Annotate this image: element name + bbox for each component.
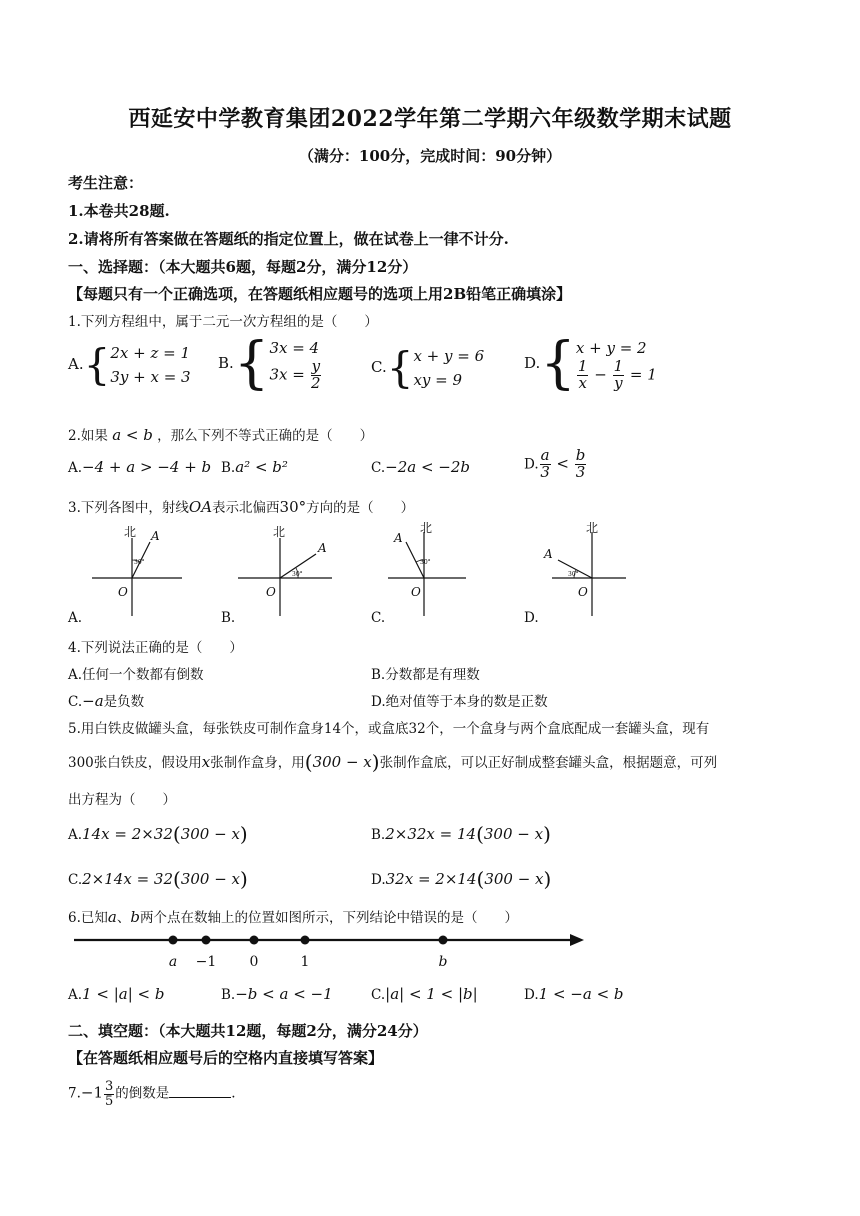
point-o-label: O (118, 585, 128, 599)
stem-text: 、 (116, 910, 131, 926)
q5-stem-line3: 出方程为（ ） (68, 792, 176, 808)
stem-text: 张制作盒底，可以正好制成整套罐头盒，根据题意，可列 (379, 755, 718, 771)
stem-text: 3.下列各图中，射线 (68, 500, 189, 516)
diagram-c (388, 521, 466, 616)
point-o-label: O (411, 585, 421, 599)
option-label: B. (218, 354, 234, 372)
option-math: 2×32x = 14 (385, 825, 477, 843)
stem-text: 的倒数是 (115, 1085, 170, 1102)
equation-line: xy = 9 (413, 371, 463, 389)
axis-label-a: a (168, 954, 178, 970)
q5-option-d: D.32x = 2×14(300 − x) (371, 867, 552, 891)
q6-option-b (221, 985, 333, 1003)
stem-math: b (130, 908, 140, 926)
option-label: A. (68, 460, 83, 476)
q2-option-b (221, 458, 288, 476)
stem-angle: 30° (279, 498, 307, 516)
option-label: B. (221, 460, 236, 476)
operator: < (556, 454, 569, 473)
q1-stem: 1.下列方程组中，属于二元一次方程组的是（ ） (68, 314, 378, 330)
q4-option-c (68, 690, 144, 710)
option-math: a² < b² (235, 458, 288, 476)
point-a (169, 936, 178, 945)
q4-option-b: B.分数都是有理数 (371, 667, 480, 683)
option-label: D. (524, 987, 539, 1003)
north-label: 北 (124, 525, 137, 539)
q3-label-c: C. (371, 610, 386, 626)
option-math: 1 < −a < b (538, 985, 624, 1003)
question-number: 7. (68, 1085, 81, 1102)
q5-option-c: C.2×14x = 32(300 − x) (68, 867, 248, 891)
q1-option-d: D.{ x + y = 2 $\frac{1}{x}$ − $\frac{1}{y}$ = 1 (524, 331, 657, 396)
q6-option-d (524, 985, 624, 1003)
option-math: 1 < |a| < b (82, 985, 165, 1003)
q3-stem (68, 496, 414, 516)
q2-option-c (371, 458, 470, 476)
option-math: −a (82, 692, 104, 710)
angle-label: 30° (420, 559, 431, 566)
fraction-denominator: 5 (105, 1093, 114, 1109)
section2-heading: 二、填空题：（本大题共12题，每题2分，满分24分） (68, 1022, 428, 1040)
stem-text: 方向的是（ ） (306, 500, 415, 516)
q6-option-a (68, 985, 164, 1003)
q3-label-a: A. (68, 610, 83, 626)
option-math: 14x = 2×32 (82, 825, 173, 843)
stem-math: a < b (112, 426, 153, 444)
point-zero (250, 936, 259, 945)
q3-label-b: B. (221, 610, 236, 626)
point-a-label: A (394, 531, 403, 545)
point-a-label: A (151, 529, 160, 543)
option-math: 32x = 2×14 (385, 870, 477, 888)
option-label: D. (524, 456, 539, 473)
stem-text: 两个点在数轴上的位置如图所示，下列结论中错误的是（ ） (139, 910, 518, 926)
section1-heading: 一、选择题：（本大题共6题，每题2分，满分12分） (68, 258, 418, 276)
axis-label-zero: 0 (249, 954, 259, 970)
stem-text: 表示北偏西 (212, 500, 280, 516)
stem-math: x (201, 753, 211, 771)
point-one (301, 936, 310, 945)
fraction-denominator: x (578, 373, 587, 392)
q1-option-b: B.{ 3x = 4 3x = $\frac{y}{2}$ (218, 331, 321, 396)
q5-stem-line1: 5.用白铁皮做罐头盒，每张铁皮可制作盒身14个，或盒底32个，一个盒身与两个盒底配成一套罐头盒，现有 (68, 721, 710, 737)
equation-line: 2x + z = 1 (110, 344, 191, 362)
q4-option-d: D.绝对值等于本身的数是正数 (371, 694, 548, 710)
stem-math: OA (188, 498, 213, 516)
q3-label-d: D. (524, 610, 539, 626)
point-minus-one (202, 936, 211, 945)
q4-stem: 4.下列说法正确的是（ ） (68, 640, 243, 656)
option-math: 300 − x (483, 825, 544, 843)
option-math: −b < a < −1 (235, 985, 333, 1003)
section1-instruction: 【每题只有一个正确选项，在答题纸相应题号的选项上用2B铅笔正确填涂】 (68, 285, 572, 303)
option-math: −4 + a > −4 + b (82, 458, 212, 476)
exam-subtitle: （满分：100分，完成时间：90分钟） (298, 147, 562, 165)
point-o-label: O (578, 585, 588, 599)
stem-text: 张制作盒身，用 (210, 755, 305, 771)
north-label: 北 (420, 521, 433, 535)
option-label: D. (371, 872, 386, 888)
fraction-numerator: 1 (577, 357, 588, 375)
stem-text: 6.已知 (68, 910, 108, 926)
fraction-denominator: 3 (575, 462, 586, 481)
q6-option-c (371, 985, 478, 1003)
exam-title: 西延安中学教育集团2022学年第二学期六年级数学期末试题 (128, 106, 732, 132)
q7-question (68, 1080, 236, 1108)
point-o-label: O (266, 585, 276, 599)
minus-sign: − (594, 365, 607, 384)
notice-item-2: 2.请将所有答案做在答题纸的指定位置上，做在试卷上一律不计分. (68, 230, 509, 248)
option-label: C. (371, 987, 386, 1003)
fraction-denominator: 3 (540, 462, 550, 481)
angle-label: 30° (292, 571, 303, 578)
q2-option-a (68, 458, 211, 476)
option-label: C. (68, 872, 83, 888)
option-text: 是负数 (103, 694, 145, 710)
q4-option-a: A.任何一个数都有倒数 (68, 667, 204, 683)
q5-stem-line2: 300张白铁皮，假设用x张制作盒身，用(300 − x)张制作盒底，可以正好制成整套罐头盒，根据题意，可列 (68, 750, 718, 774)
fraction-denominator: 2 (311, 373, 321, 392)
equation-line: 3y + x = 3 (110, 368, 191, 386)
option-label: C. (371, 358, 387, 376)
stem-text: . (231, 1085, 236, 1102)
axis-arrow-icon (570, 934, 584, 946)
option-label: A. (68, 827, 83, 843)
option-label: A. (68, 987, 83, 1003)
fraction-numerator: a (540, 446, 550, 464)
fraction-numerator: 3 (105, 1079, 114, 1094)
q6-stem (68, 906, 518, 926)
point-a-label: A (544, 547, 553, 561)
angle-label: 30° (568, 571, 579, 578)
option-math: 300 − x (180, 870, 241, 888)
point-a-label: A (318, 541, 327, 555)
option-math: 300 − x (180, 825, 240, 843)
stem-text: 2.如果 (68, 428, 108, 444)
option-label: B. (371, 827, 386, 843)
option-label: D. (524, 354, 541, 372)
q1-option-c: C.{ x + y = 6 xy = 9 (371, 343, 485, 392)
fraction-denominator: y (614, 373, 623, 392)
mixed-number-whole: −1 (80, 1083, 104, 1102)
equation-line: 3x = (269, 365, 305, 384)
stem-text: ，那么下列不等式正确的是（ ） (157, 428, 374, 444)
angle-label: 30° (134, 559, 145, 566)
stem-text: 300张白铁皮，假设用 (68, 755, 202, 771)
notice-item-1: 1.本卷共28题. (68, 202, 170, 220)
fraction-numerator: 1 (613, 357, 624, 375)
north-label: 北 (273, 525, 286, 539)
option-label: A. (68, 355, 84, 373)
q5-option-a: A.14x = 2×32(300 − x) (68, 822, 248, 846)
option-math: 300 − x (484, 870, 544, 888)
equation-line: x + y = 2 (575, 338, 647, 357)
diagram-d (543, 521, 626, 616)
q6-number-line (68, 928, 588, 972)
diagram-a (92, 525, 182, 616)
point-b (439, 936, 448, 945)
option-label: B. (221, 987, 236, 1003)
axis-label-minus-one: −1 (195, 954, 217, 970)
option-math: 2×14x = 32 (82, 870, 173, 888)
fraction-numerator: b (575, 446, 586, 464)
q2-option-d (524, 448, 587, 481)
q1-option-a: A.{ 2x + z = 1 3y + x = 3 (68, 340, 191, 389)
section2-instruction: 【在答题纸相应题号后的空格内直接填写答案】 (68, 1049, 384, 1067)
equation-line: 3x = 4 (269, 338, 320, 357)
option-label: C. (371, 460, 386, 476)
q2-stem (68, 424, 373, 444)
option-label: C. (68, 694, 83, 710)
option-math: |a| < 1 < |b| (385, 985, 478, 1003)
q5-option-b: B.2×32x = 14(300 − x) (371, 822, 551, 846)
stem-math: a (107, 908, 117, 926)
north-label: 北 (586, 521, 599, 535)
answer-blank[interactable] (169, 1084, 231, 1098)
stem-math: 300 − x (312, 753, 372, 771)
axis-label-one: 1 (300, 954, 310, 970)
equation-rhs: = 1 (629, 365, 657, 384)
equation-line: x + y = 6 (413, 347, 485, 365)
diagram-b (238, 525, 332, 616)
option-math: −2a < −2b (385, 458, 471, 476)
q3-direction-diagrams (68, 518, 648, 630)
axis-label-b: b (438, 954, 448, 970)
fraction-numerator: y (311, 357, 321, 375)
notice-heading: 考生注意： (68, 174, 144, 192)
